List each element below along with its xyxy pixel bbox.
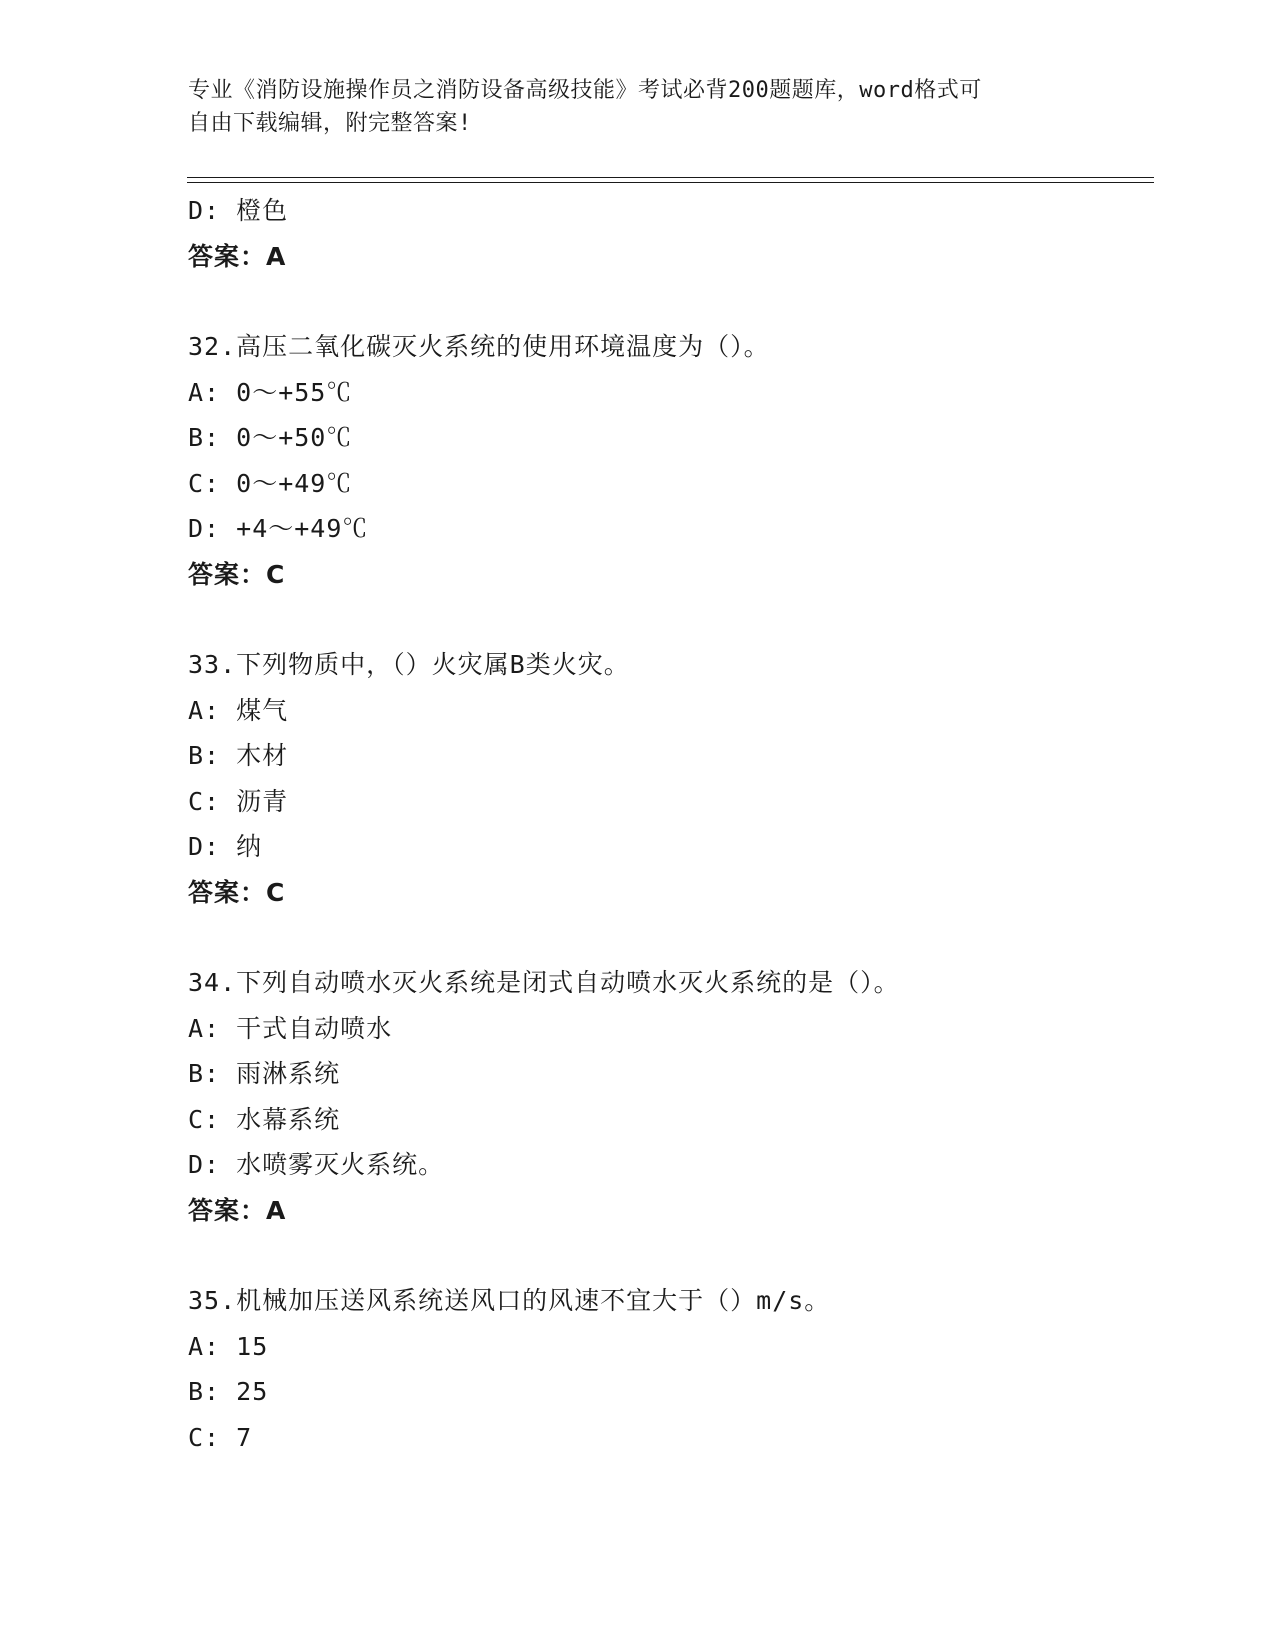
option-c: C: 水幕系统 <box>188 1104 341 1134</box>
header-divider-top <box>187 177 1154 178</box>
header-title-line-2: 自由下载编辑，附完整答案! <box>188 111 472 136</box>
block-spacer <box>188 915 1148 960</box>
block-spacer <box>188 597 1148 642</box>
answer-line: 答案：A <box>188 241 287 271</box>
option-b: B: 雨淋系统 <box>188 1059 341 1088</box>
option-d: D: 水喷雾灭火系统。 <box>188 1150 445 1179</box>
question-block-32 <box>188 324 1148 597</box>
document-header <box>188 74 1088 140</box>
question-block-31-tail <box>188 188 1148 279</box>
question-text: 33.下列物质中，（）火灾属B类火灾。 <box>188 650 630 679</box>
block-spacer <box>188 279 1148 324</box>
header-divider-bottom <box>187 182 1154 183</box>
option-d: D: 橙色 <box>188 196 289 225</box>
question-text: 34.下列自动喷水灭火系统是闭式自动喷水灭火系统的是（）。 <box>188 968 900 997</box>
answer-line: 答案：C <box>188 559 286 589</box>
option-a: A: 15 <box>188 1331 269 1361</box>
question-block-34 <box>188 960 1148 1233</box>
question-block-33 <box>188 642 1148 915</box>
option-a: A: 0～+55℃ <box>188 377 353 407</box>
question-text: 32.高压二氧化碳灭火系统的使用环境温度为（）。 <box>188 332 770 361</box>
answer-line: 答案：C <box>188 877 286 907</box>
option-b: B: 0～+50℃ <box>188 423 353 452</box>
option-a: A: 干式自动喷水 <box>188 1013 393 1043</box>
header-title-line-1: 专业《消防设施操作员之消防设备高级技能》考试必背200题题库，word格式可 <box>188 78 982 103</box>
question-text: 35.机械加压送风系统送风口的风速不宜大于（）m/s。 <box>188 1286 831 1315</box>
option-c: C: 7 <box>188 1422 253 1452</box>
option-c: C: 0～+49℃ <box>188 468 353 498</box>
option-c: C: 沥青 <box>188 786 289 816</box>
option-b: B: 木材 <box>188 741 289 770</box>
question-list <box>188 188 1148 1460</box>
block-spacer <box>188 1233 1148 1278</box>
option-d: D: 纳 <box>188 832 263 861</box>
option-d: D: +4～+49℃ <box>188 514 369 543</box>
option-a: A: 煤气 <box>188 695 289 725</box>
answer-line: 答案：A <box>188 1195 287 1225</box>
option-b: B: 25 <box>188 1377 269 1406</box>
question-block-35 <box>188 1278 1148 1460</box>
